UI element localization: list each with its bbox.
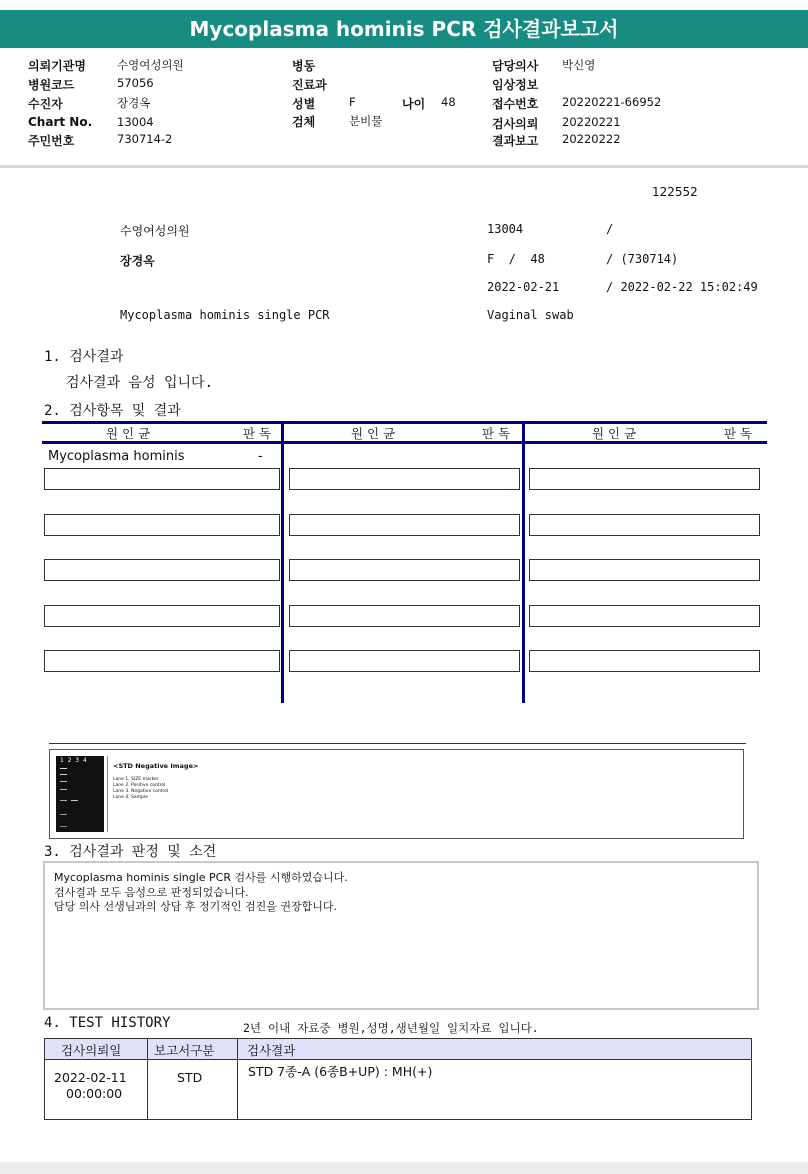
header-label: 접수번호 [492, 97, 539, 111]
history-type: STD [177, 1070, 203, 1085]
history-column-divider [237, 1038, 238, 1120]
clinic-name: 수영여성의원 [120, 224, 190, 238]
header-label: 임상정보 [492, 78, 539, 92]
header-value: 분비물 [349, 114, 383, 128]
header-label: 병동 [292, 59, 316, 73]
gel-marker-band [60, 826, 67, 827]
header-value: 13004 [117, 115, 154, 129]
gel-top-rule [49, 743, 746, 744]
header-label: 수진자 [28, 97, 63, 111]
header-value: 57056 [117, 76, 154, 90]
chart-number: 13004 [487, 222, 524, 236]
header-value: 박신영 [562, 58, 596, 72]
header-label: 나이 [402, 97, 426, 111]
section3-heading: 3. 검사결과 판정 및 소견 [44, 844, 217, 860]
header-label: 결과보고 [492, 134, 539, 148]
empty-result-box [529, 650, 760, 672]
report-datetime: / 2022-02-22 15:02:49 [606, 280, 758, 294]
history-col-type: 보고서구분 [154, 1043, 215, 1058]
empty-result-box [529, 605, 760, 627]
opinion-line: 담당 의사 선생님과의 상담 후 정기적인 검진을 권장합니다. [54, 900, 337, 913]
empty-result-box [529, 468, 760, 490]
section2-heading: 2. 검사항목 및 결과 [44, 403, 181, 419]
result-table [42, 421, 767, 703]
gel-legend-item: Lane 2. Positive control [113, 783, 166, 788]
header-label: Chart No. [28, 115, 93, 129]
table-column-divider [281, 421, 284, 703]
result-summary: 검사결과 음성 입니다. [66, 375, 214, 391]
empty-result-box [289, 559, 520, 581]
report-code: 122552 [652, 185, 698, 199]
header-value: 수영여성의원 [117, 58, 184, 72]
gel-legend-item: Lane 3. Negative control [113, 789, 169, 794]
header-label: 병원코드 [28, 78, 75, 92]
history-col-date: 검사의뢰일 [61, 1043, 122, 1058]
header-value: 48 [441, 95, 456, 109]
header-value: 20220222 [562, 132, 621, 146]
gel-image [56, 756, 104, 832]
empty-result-box [44, 650, 280, 672]
column-header-result: 판 독 [243, 426, 272, 441]
table-header-rule [42, 441, 767, 444]
empty-result-box [44, 468, 280, 490]
column-header-result: 판 독 [724, 426, 753, 441]
opinion-line: Mycoplasma hominis single PCR 검사를 시행하였습니다. [54, 871, 348, 884]
gel-legend-item: Lane 1. SIZE marker [113, 777, 159, 782]
header-value: F [349, 95, 356, 109]
test-name: Mycoplasma hominis single PCR [120, 308, 330, 322]
gel-marker-band [60, 774, 67, 775]
gel-marker-band [60, 781, 67, 782]
header-label: 검체 [292, 115, 316, 129]
history-table [44, 1038, 752, 1120]
header-value: 20220221-66952 [562, 95, 662, 109]
header-label: 의뢰기관명 [28, 59, 86, 73]
header-label: 진료과 [292, 78, 327, 92]
specimen-type: Vaginal swab [487, 308, 574, 322]
chart-separator: / [606, 222, 614, 236]
history-note: 2년 이내 자료중 병원,성명,생년월일 일치자료 입니다. [243, 1021, 539, 1035]
pathogen-result: - [258, 449, 263, 464]
column-header-pathogen: 원 인 균 [592, 426, 637, 441]
table-column-divider [522, 421, 525, 703]
empty-result-box [529, 514, 760, 536]
column-header-pathogen: 원 인 균 [106, 426, 151, 441]
empty-result-box [289, 468, 520, 490]
header-value: 장경옥 [117, 96, 151, 110]
empty-result-box [44, 559, 280, 581]
gel-marker-band [60, 800, 67, 801]
history-time: 00:00:00 [66, 1086, 123, 1101]
section1-heading: 1. 검사결과 [44, 349, 124, 365]
empty-result-box [529, 559, 760, 581]
report-title: Mycoplasma hominis PCR 검사결과보고서 [0, 10, 808, 48]
gel-positive-band [71, 800, 78, 801]
birth-info: / (730714) [606, 252, 679, 266]
gel-marker-band [60, 789, 67, 790]
pathogen-name: Mycoplasma hominis [48, 449, 185, 464]
history-date: 2022-02-11 [54, 1070, 127, 1085]
empty-result-box [44, 605, 280, 627]
gel-marker-band [60, 768, 67, 769]
sex-age: F / 48 [487, 252, 545, 266]
opinion-text [54, 871, 348, 915]
receive-date: 2022-02-21 [487, 280, 560, 294]
history-column-divider [147, 1038, 148, 1120]
empty-result-box [44, 514, 280, 536]
gel-legend-item: Lane 4. Sample [113, 795, 148, 800]
opinion-box [43, 861, 759, 1010]
report-header [0, 52, 808, 162]
column-header-pathogen: 원 인 균 [351, 426, 396, 441]
empty-result-box [289, 650, 520, 672]
empty-result-box [289, 514, 520, 536]
header-label: 주민번호 [28, 134, 75, 148]
gel-lane-numbers: 1 2 3 4 [60, 757, 87, 764]
history-header-row [44, 1038, 752, 1060]
header-value: 730714-2 [117, 132, 173, 146]
table-top-rule [42, 421, 767, 424]
gel-image-frame [49, 749, 744, 839]
patient-name: 장경옥 [120, 254, 155, 268]
page-footer-bar [0, 1162, 808, 1174]
header-label: 담당의사 [492, 59, 539, 73]
gel-legend [107, 756, 199, 832]
empty-result-box [289, 605, 520, 627]
opinion-line: 검사결과 모두 음성으로 판정되었습니다. [54, 885, 249, 899]
column-header-result: 판 독 [482, 426, 511, 441]
section4-heading: 4. TEST HISTORY [44, 1015, 171, 1031]
history-col-result: 검사결과 [247, 1043, 296, 1058]
header-label: 성별 [292, 97, 316, 111]
header-value: 20220221 [562, 115, 621, 129]
header-divider [0, 165, 808, 168]
gel-marker-band [60, 814, 67, 815]
history-result: STD 7종-A (6종B+UP) : MH(+) [248, 1064, 433, 1079]
gel-legend-title: <STD Negative Image> [113, 762, 199, 770]
header-label: 검사의뢰 [492, 117, 539, 131]
